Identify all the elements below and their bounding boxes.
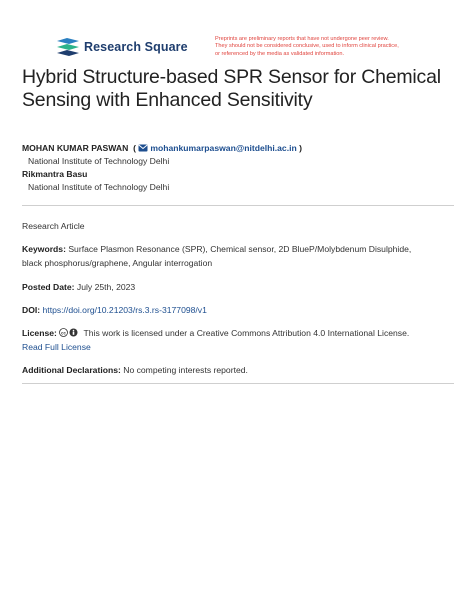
keywords-label: Keywords: (22, 244, 66, 254)
declarations-field (22, 363, 454, 377)
author-row (22, 142, 462, 155)
author-list (22, 142, 462, 194)
title-line: Hybrid Structure-based SPR Sensor for Chemical (22, 66, 441, 88)
posted-date-label: Posted Date: (22, 282, 75, 292)
declarations-value: No competing interests reported. (123, 365, 248, 375)
doi-label: DOI: (22, 305, 41, 315)
logo-text: Research Square (84, 40, 188, 54)
article-type (22, 219, 454, 233)
license-link-row (22, 340, 454, 354)
license-text: This work is licensed under a Creative Commons Attribution 4.0 International License. (83, 328, 410, 338)
author-affiliation: National Institute of Technology Delhi (28, 182, 170, 192)
article-type-value: Research Article (22, 221, 85, 231)
svg-text:cc: cc (61, 330, 67, 336)
keywords-field (22, 242, 454, 270)
license-line (22, 326, 454, 340)
page-header (0, 0, 474, 62)
keywords-line (22, 242, 454, 256)
title-line: Sensing with Enhanced Sensitivity (22, 88, 313, 111)
keywords-line: black phosphorus/graphene, Angular interrogation (22, 258, 213, 268)
paren-open: ( (130, 143, 139, 153)
cc-by-icon (59, 328, 79, 337)
author-name: Rikmantra Basu (22, 169, 88, 179)
preprint-disclaimer (215, 36, 455, 58)
author-row (22, 168, 462, 181)
doi-link[interactable]: https://doi.org/10.21203/rs.3.rs-3177098/v1 (42, 305, 207, 315)
disclaimer-line: They should not be considered conclusive, used to inform clinical practice, (215, 43, 399, 50)
paren-close: ) (296, 143, 302, 153)
envelope-icon (138, 144, 148, 152)
read-full-license-link[interactable]: Read Full License (22, 342, 91, 352)
section-divider (22, 205, 454, 206)
author-email-link[interactable]: mohankumarpaswan@nitdelhi.ac.in (150, 143, 297, 153)
research-square-logo[interactable] (57, 38, 188, 56)
disclaimer-line: or referenced by the media as validated information. (215, 50, 345, 57)
license-label: License: (22, 328, 57, 338)
license-field (22, 326, 454, 354)
doi-field (22, 303, 454, 317)
declarations-label: Additional Declarations: (22, 365, 121, 375)
posted-date-field (22, 280, 454, 294)
author-affiliation: National Institute of Technology Delhi (28, 156, 170, 166)
keywords-value: Surface Plasmon Resonance (SPR), Chemical sensor, 2D BlueP/Molybdenum Disulphide, (68, 244, 412, 254)
paper-title (22, 66, 462, 111)
disclaimer-line: Preprints are preliminary reports that have not undergone peer review. (215, 36, 389, 42)
section-divider (22, 383, 454, 384)
research-square-logo-icon (57, 38, 79, 56)
author-name: MOHAN KUMAR PASWAN (22, 143, 129, 153)
posted-date-value: July 25th, 2023 (76, 282, 136, 292)
